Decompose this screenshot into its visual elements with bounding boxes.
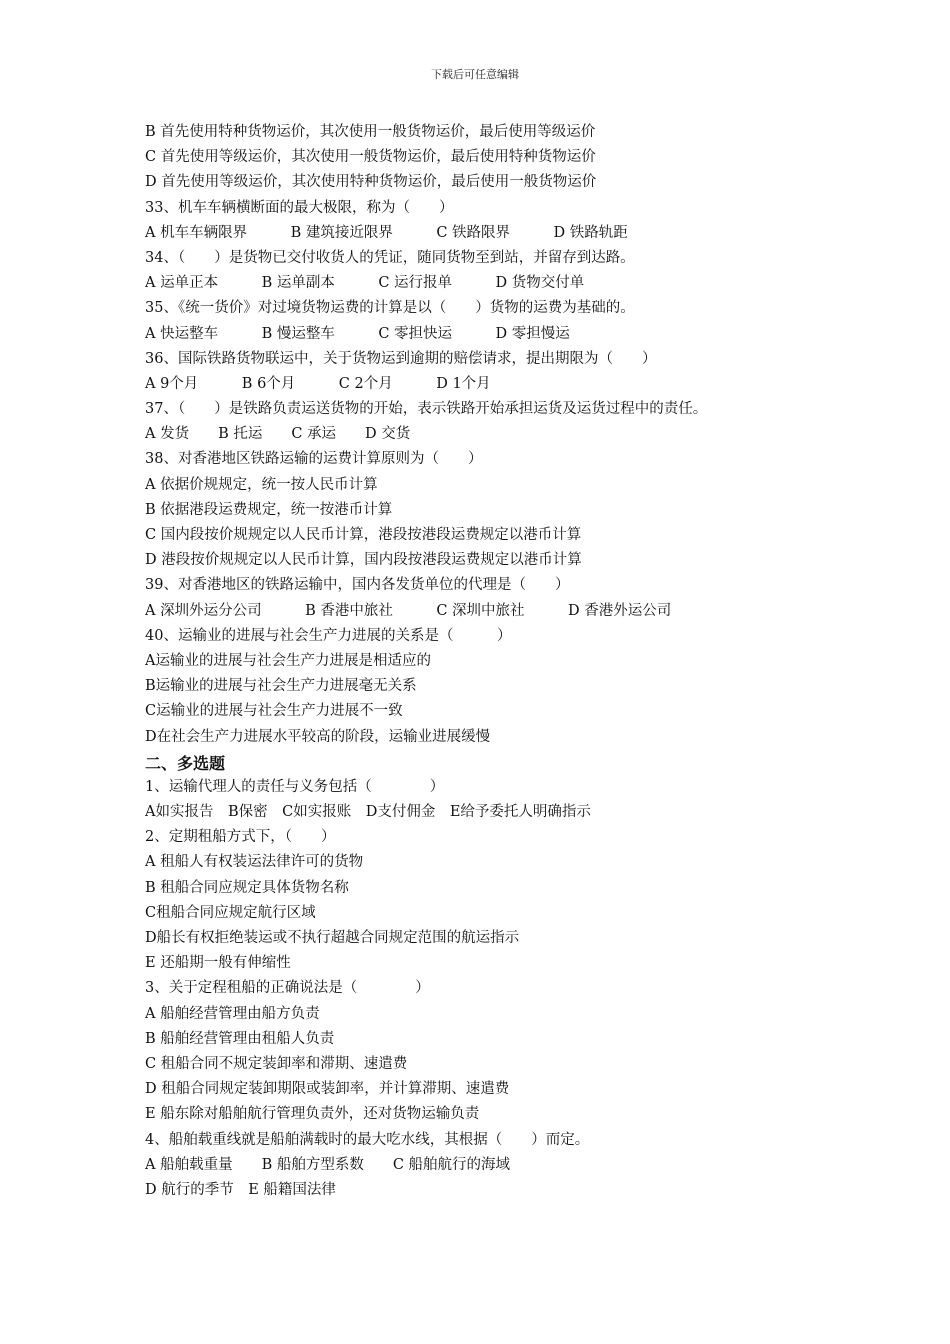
option-38-c: C 国内段按价规规定以人民币计算，港段按港段运费规定以港币计算 <box>145 527 582 543</box>
multi-option-2-c: C租船合同应规定航行区域 <box>145 904 316 921</box>
multi-option-2-b: B 租船合同应规定具体货物名称 <box>145 879 349 896</box>
multi-option-3-d: D 租船合同规定装卸期限或装卸率，并计算滞期、速遣费 <box>145 1081 510 1098</box>
option-38-a: A 依据价规规定，统一按人民币计算 <box>145 476 378 493</box>
question-34: 34、（ ）是货物已交付收货人的凭证，随同货物至到站，并留存到达路。 <box>145 249 635 266</box>
multi-options-4-abc: A 船舶载重量 B 船舶方型系数 C 船舶航行的海域 <box>145 1156 511 1173</box>
multi-options-4-de: D 航行的季节 E 船籍国法律 <box>145 1181 336 1198</box>
question-38: 38、对香港地区铁路运输的运费计算原则为（ ） <box>145 451 483 468</box>
multi-option-3-e: E 船东除对船舶航行管理负责外，还对货物运输负责 <box>145 1106 480 1123</box>
question-35: 35、《统一货价》对过境货物运费的计算是以（ ）货物的运费为基础的。 <box>145 300 635 317</box>
page-header: 下载后可任意编辑 <box>431 68 519 81</box>
question-36: 36、国际铁路货物联运中，关于货物运到逾期的赔偿请求，提出期限为（ ） <box>145 350 657 367</box>
document-body <box>145 120 845 1203</box>
question-39: 39、对香港地区的铁路运输中，国内各发货单位的代理是（ ） <box>145 577 570 594</box>
text-line: B 首先使用特种货物运价，其次使用一般货物运价，最后使用等级运价 <box>145 124 596 140</box>
options-35: A 快运整车 B 慢运整车 C 零担快运 D 零担慢运 <box>145 325 570 342</box>
option-40-c: C运输业的进展与社会生产力进展不一致 <box>145 703 403 720</box>
multi-options-1: A如实报告 B保密 C如实报账 D支付佣金 E给予委托人明确指示 <box>145 804 591 821</box>
multi-option-3-b: B 船舶经营管理由租船人负责 <box>145 1030 335 1047</box>
options-36: A 9个月 B 6个月 C 2个月 D 1个月 <box>145 375 491 392</box>
multi-option-3-c: C 租船合同不规定装卸率和滞期、速遣费 <box>145 1055 408 1072</box>
multi-option-2-e: E 还船期一般有伸缩性 <box>145 955 291 972</box>
multi-option-3-a: A 船舶经营管理由船方负责 <box>145 1005 320 1022</box>
question-40: 40、运输业的进展与社会生产力进展的关系是（ ） <box>145 627 512 644</box>
options-39: A 深圳外运分公司 B 香港中旅社 C 深圳中旅社 D 香港外运公司 <box>145 602 672 619</box>
multi-question-4: 4、船舶载重线就是船舶满载时的最大吃水线，其根据（ ）而定。 <box>145 1131 590 1148</box>
option-40-d: D在社会生产力进展水平较高的阶段，运输业进展缓慢 <box>145 728 491 745</box>
text-line: C 首先使用等级运价，其次使用一般货物运价，最后使用特种货物运价 <box>145 149 596 166</box>
multi-option-2-a: A 租船人有权装运法律许可的货物 <box>145 854 364 871</box>
options-33: A 机车车辆限界 B 建筑接近限界 C 铁路限界 D 铁路轨距 <box>145 224 628 241</box>
multi-question-2: 2、定期租船方式下，（ ） <box>145 829 336 846</box>
option-38-d: D 港段按价规规定以人民币计算，国内段按港段运费规定以港币计算 <box>145 552 582 569</box>
question-33: 33、机车车辆横断面的最大极限，称为（ ） <box>145 199 454 216</box>
option-38-b: B 依据港段运费规定，统一按港币计算 <box>145 501 393 518</box>
text-line: D 首先使用等级运价，其次使用特种货物运价，最后使用一般货物运价 <box>145 174 597 191</box>
option-40-b: B运输业的进展与社会生产力进展毫无关系 <box>145 678 417 695</box>
section-title: 二、多选题 <box>145 753 226 773</box>
option-40-a: A运输业的进展与社会生产力进展是相适应的 <box>145 652 431 669</box>
options-37: A 发货 B 托运 C 承运 D 交货 <box>145 426 411 443</box>
multi-option-2-d: D船长有权拒绝装运或不执行超越合同规定范围的航运指示 <box>145 930 520 946</box>
question-37: 37、（ ）是铁路负责运送货物的开始，表示铁路开始承担运货及运货过程中的责任。 <box>145 401 708 418</box>
multi-question-3: 3、关于定程租船的正确说法是（ ） <box>145 980 430 997</box>
options-34: A 运单正本 B 运单副本 C 运行报单 D 货物交付单 <box>145 275 585 292</box>
multi-question-1: 1、运输代理人的责任与义务包括（ ） <box>145 778 445 795</box>
